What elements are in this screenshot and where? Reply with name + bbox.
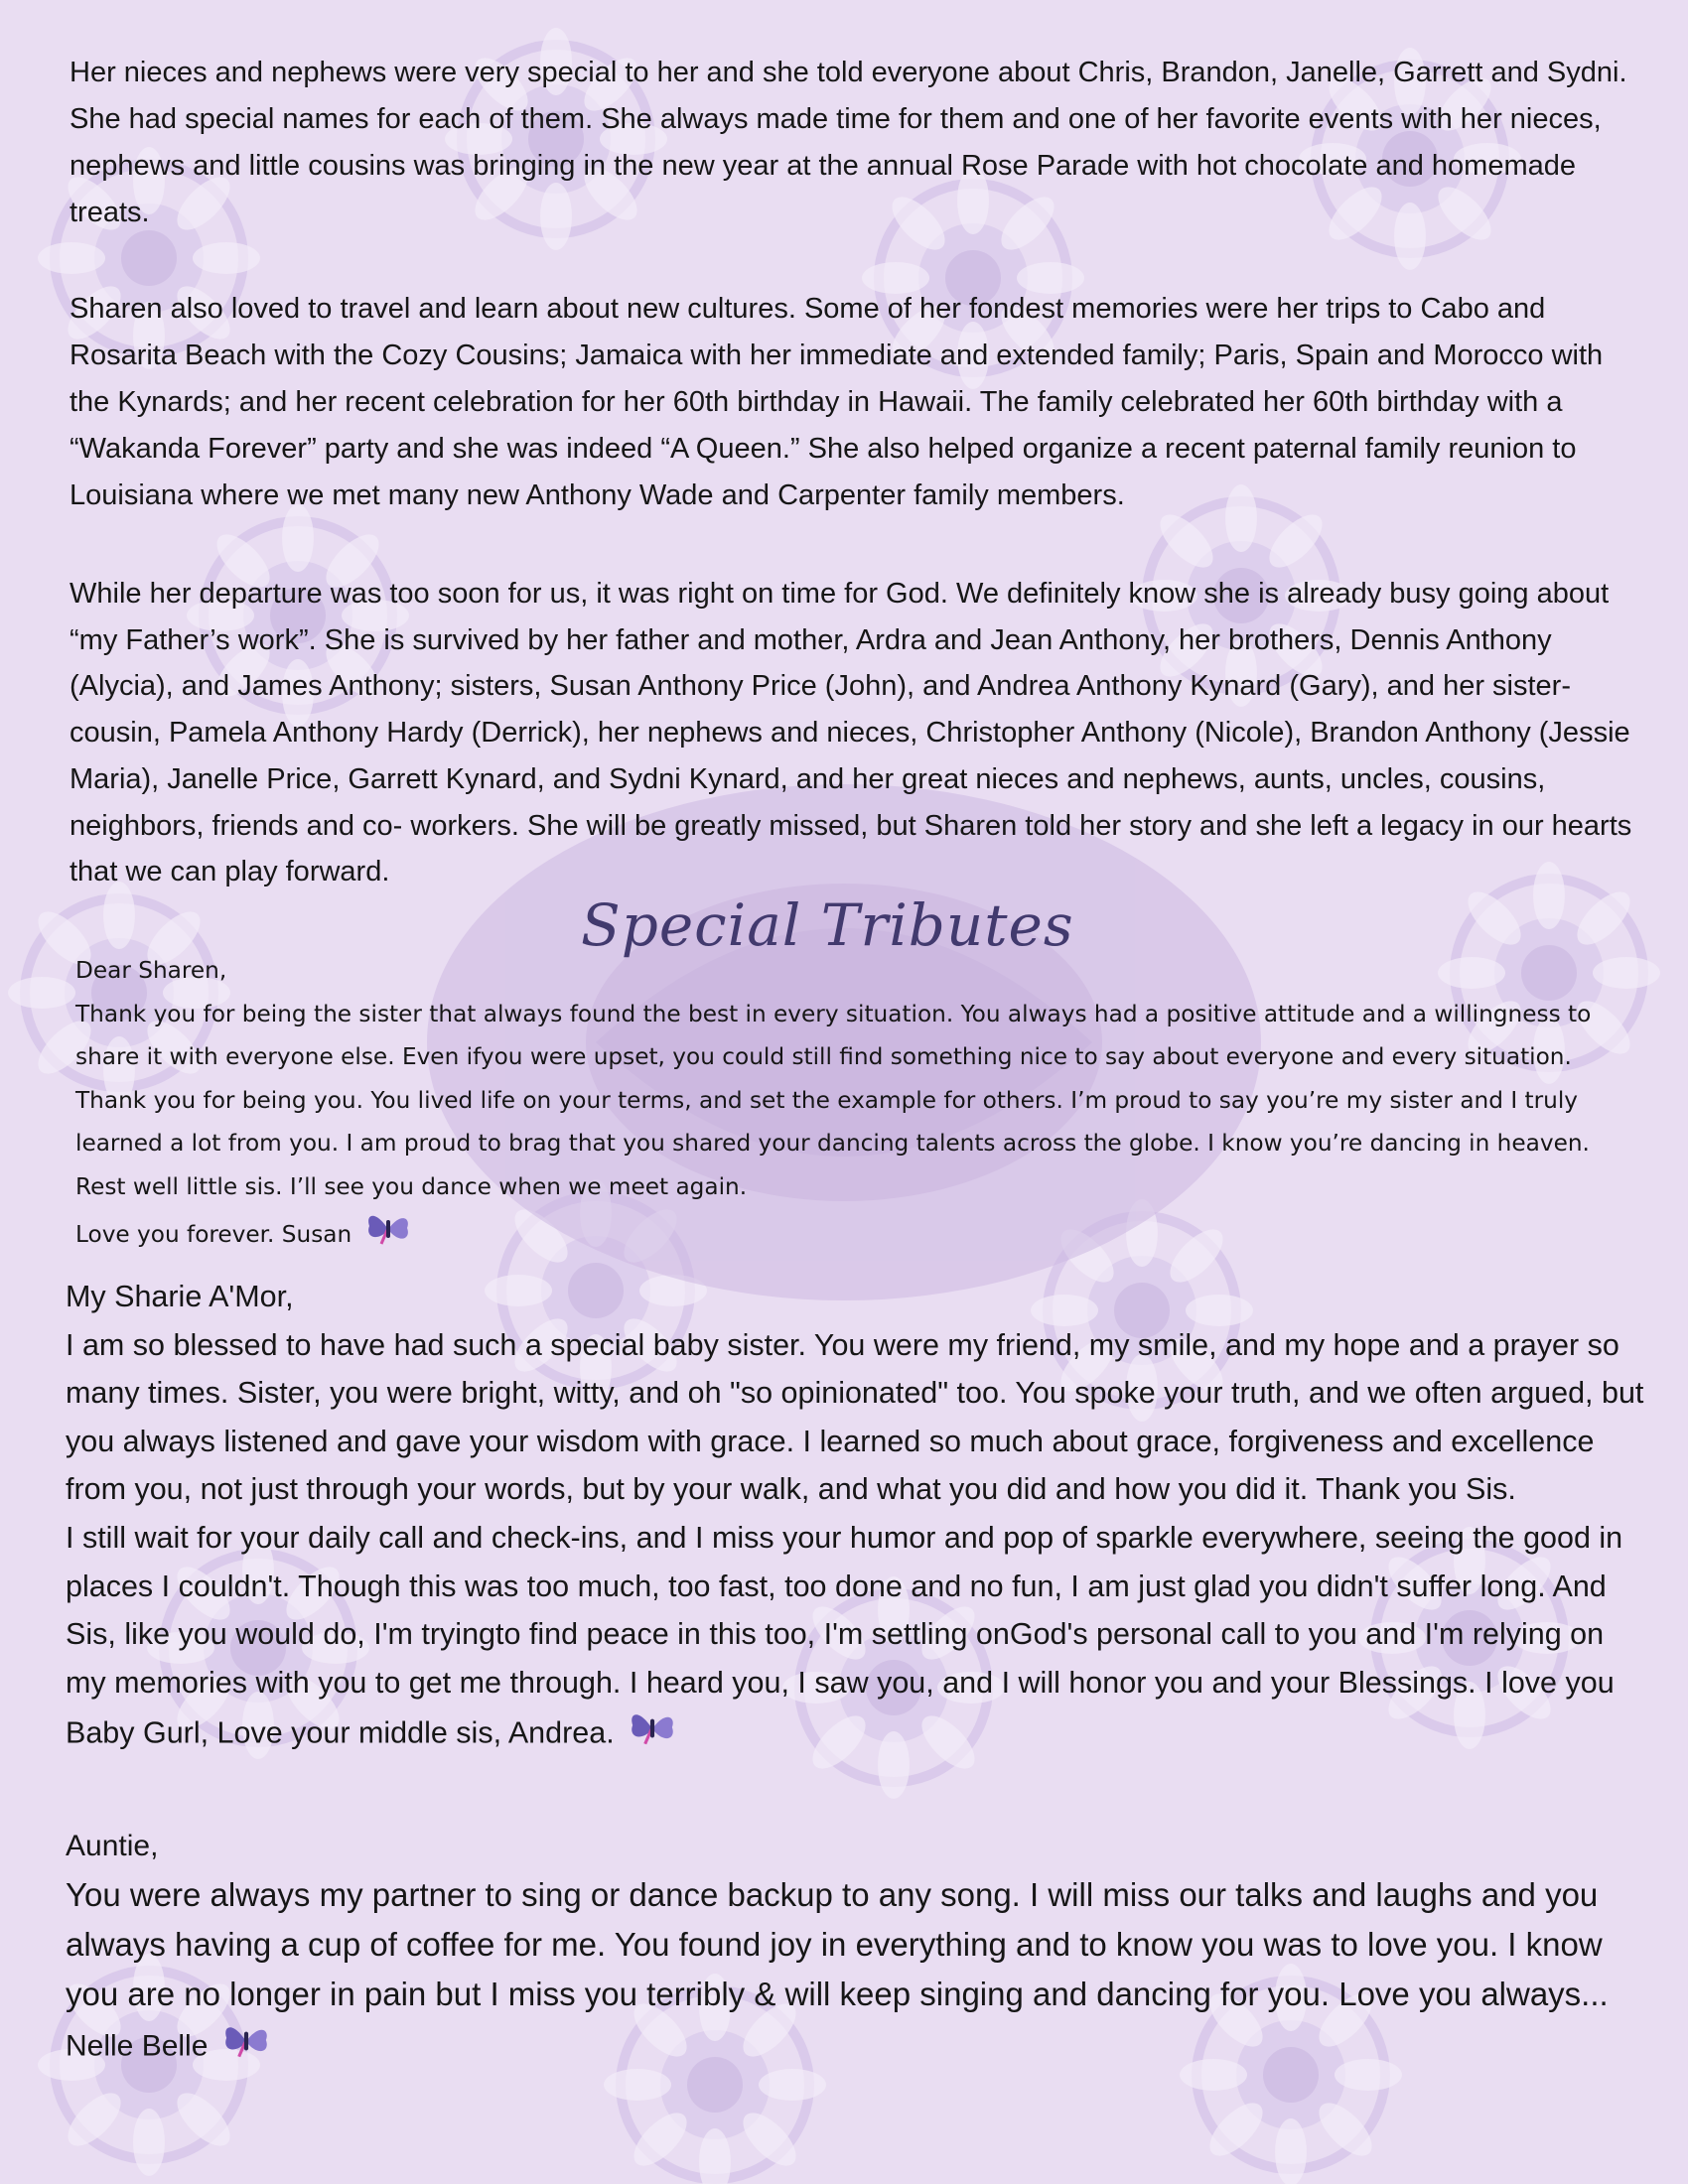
tribute-body: Thank you for being the sister that always found the best in every situation. You always had a positive attitude and a willingness to share it with everyone else. Even ifyou were upset, you could still find something nice to say about everyone and every situation. Thank you for being you. You lived life on your terms, and set the example for others. I’m proud to say you’re my sister and I truly learned a lot from you. I am proud to brag that you shared your dancing talents across the globe. I know you’re dancing in heaven. Rest well little sis. I’ll see you dance when we meet again. <box>75 1000 1592 1200</box>
tribute-signoff-row <box>75 1208 1624 1263</box>
tribute-body-text: I still wait for your daily call and check-ins, and I miss your humor and pop of sparkle everywhere, seeing the good in places I couldn't. Though this was too much, too fast, too done and no fun, I am just glad you didn't suffer long. And Sis, like you would do, I'm tryingto find peace in this too, I'm settling onGod's personal call to you and I'm relying on my memories with you to get me through. I heard you, I saw you, and I will honor you and your Blessings. I love you Baby Gurl, Love your middle sis, Andrea. <box>66 1520 1623 1750</box>
tribute-signoff-row <box>66 2019 1644 2076</box>
tribute-salutation: Dear Sharen, <box>75 957 227 984</box>
butterfly-icon <box>629 1706 676 1763</box>
special-tributes-heading: Special Tributes <box>581 891 1074 959</box>
paragraph-nieces: Her nieces and nephews were very special to her and she told everyone about Chris, Brandon, Janelle, Garrett and Sydni. She had special names for each of them. She always made time for them and one of her favorite events with her nieces, nephews and little cousins was bringing in the new year at the annual Rose Parade with hot chocolate and homemade treats. <box>70 57 1627 228</box>
tribute-nelle <box>66 1823 1644 2076</box>
tribute-susan <box>75 949 1624 1263</box>
tribute-signoff: Nelle Belle <box>66 2029 209 2063</box>
tribute-andrea <box>66 1273 1644 1763</box>
tribute-salutation: My Sharie A'Mor, <box>66 1280 294 1313</box>
butterfly-icon <box>365 1208 411 1263</box>
tribute-salutation: Auntie, <box>66 1830 159 1862</box>
paragraph-travel: Sharen also loved to travel and learn about new cultures. Some of her fondest memories were her trips to Cabo and Rosarita Beach with the Cozy Cousins; Jamaica with her immediate and extended family; Paris, Spain and Morocco with the Kynards; and her recent celebration for her 60th birthday in Hawaii. The family celebrated her 60th birthday with a “Wakanda Forever” party and she was indeed “A Queen.” She also helped organize a recent paternal family reunion to Louisiana where we met many new Anthony Wade and Carpenter family members. <box>70 293 1604 511</box>
tribute-body-continued <box>66 1514 1644 1763</box>
tribute-body: I am so blessed to have had such a special baby sister. You were my friend, my smile, and my hope and a prayer so many times. Sister, you were bright, witty, and oh "so opinionated" too. You spoke your truth, and we often argued, but you always listened and gave your wisdom with grace. I learned so much about grace, forgiveness and excellence from you, not just through your words, but by your walk, and what you did and how you did it. Thank you Sis. <box>66 1327 1644 1507</box>
butterfly-icon <box>222 2019 270 2076</box>
tribute-body: You were always my partner to sing or dance backup to any song. I will miss our talks and laughs and you always having a cup of coffee for me. You found joy in everything and to know you was to love you. I know you are no longer in pain but I miss you terribly & will keep singing and dancing for you. Love you always... <box>66 1876 1609 2012</box>
paragraph-survived: While her departure was too soon for us, it was right on time for God. We definitely know she is already busy going about “my Father’s work”. She is survived by her father and mother, Ardra and Jean Anthony, her brothers, Dennis Anthony (Alycia), and James Anthony; sisters, Susan Anthony Price (John), and Andrea Anthony Kynard (Gary), and her sister- cousin, Pamela Anthony Hardy (Derrick), her nephews and nieces, Christopher Anthony (Nicole), Brandon Anthony (Jessie Maria), Janelle Price, Garrett Kynard, and Sydni Kynard, and her great nieces and nephews, aunts, uncles, cousins, neighbors, friends and co- workers. She will be greatly missed, but Sharen told her story and she left a legacy in our hearts that we can play forward. <box>70 578 1632 888</box>
tribute-signoff: Love you forever. Susan <box>75 1220 352 1248</box>
